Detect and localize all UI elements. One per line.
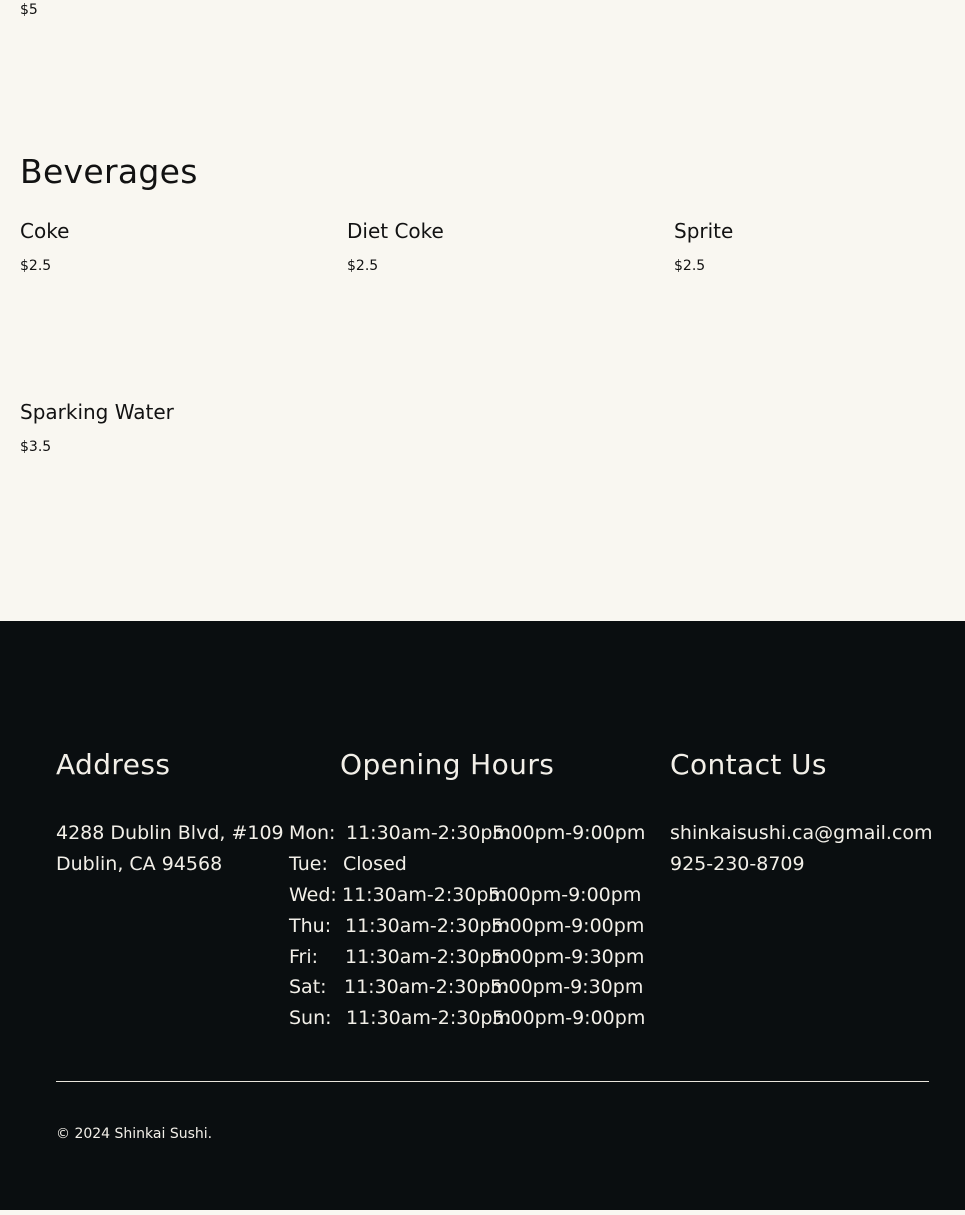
address-line-2: Dublin, CA 94568 xyxy=(56,853,223,875)
contact-heading: Contact Us xyxy=(670,748,827,781)
hours-day: Fri: xyxy=(289,946,319,968)
item-name: Sparking Water xyxy=(20,400,174,424)
hours-lunch: 11:30am-2:30pm xyxy=(346,1007,511,1029)
page-bottom-edge xyxy=(0,1210,965,1215)
section-title-beverages: Beverages xyxy=(20,152,198,191)
item-price: $2.5 xyxy=(20,258,52,274)
hours-dinner: 5:00pm-9:30pm xyxy=(490,976,644,998)
item-name: Sprite xyxy=(674,219,734,243)
hours-lunch: 11:30am-2:30pm xyxy=(345,946,510,968)
hours-lunch: 11:30am-2:30pm xyxy=(344,976,509,998)
hours-day: Sat: xyxy=(289,976,327,998)
hours-day: Wed: xyxy=(289,884,337,906)
item-price: $3.5 xyxy=(20,439,52,455)
hours-heading: Opening Hours xyxy=(340,748,555,781)
email-link[interactable]: shinkaisushi.ca@gmail.com xyxy=(670,822,933,844)
address-heading: Address xyxy=(56,748,171,781)
item-price: $2.5 xyxy=(347,258,379,274)
hours-dinner: 5:00pm-9:30pm xyxy=(491,946,645,968)
hours-day: Thu: xyxy=(289,915,332,937)
hours-lunch: Closed xyxy=(343,853,407,875)
item-price: $5 xyxy=(20,2,38,18)
item-price: $2.5 xyxy=(674,258,706,274)
hours-lunch: 11:30am-2:30pm xyxy=(345,915,510,937)
hours-day: Sun: xyxy=(289,1007,332,1029)
item-name: Diet Coke xyxy=(347,219,444,243)
hours-dinner: 5:00pm-9:00pm xyxy=(488,884,642,906)
site-footer xyxy=(0,621,965,1210)
copyright-text: © 2024 Shinkai Sushi. xyxy=(56,1126,213,1142)
hours-lunch: 11:30am-2:30pm xyxy=(346,822,511,844)
hours-dinner: 5:00pm-9:00pm xyxy=(492,1007,646,1029)
address-line-1: 4288 Dublin Blvd, #109 xyxy=(56,822,284,844)
item-name: Coke xyxy=(20,219,70,243)
footer-divider xyxy=(56,1081,929,1082)
hours-lunch: 11:30am-2:30pm xyxy=(342,884,507,906)
hours-dinner: 5:00pm-9:00pm xyxy=(492,822,646,844)
hours-day: Mon: xyxy=(289,822,336,844)
phone-link[interactable]: 925-230-8709 xyxy=(670,853,805,875)
hours-dinner: 5:00pm-9:00pm xyxy=(491,915,645,937)
hours-day: Tue: xyxy=(289,853,328,875)
